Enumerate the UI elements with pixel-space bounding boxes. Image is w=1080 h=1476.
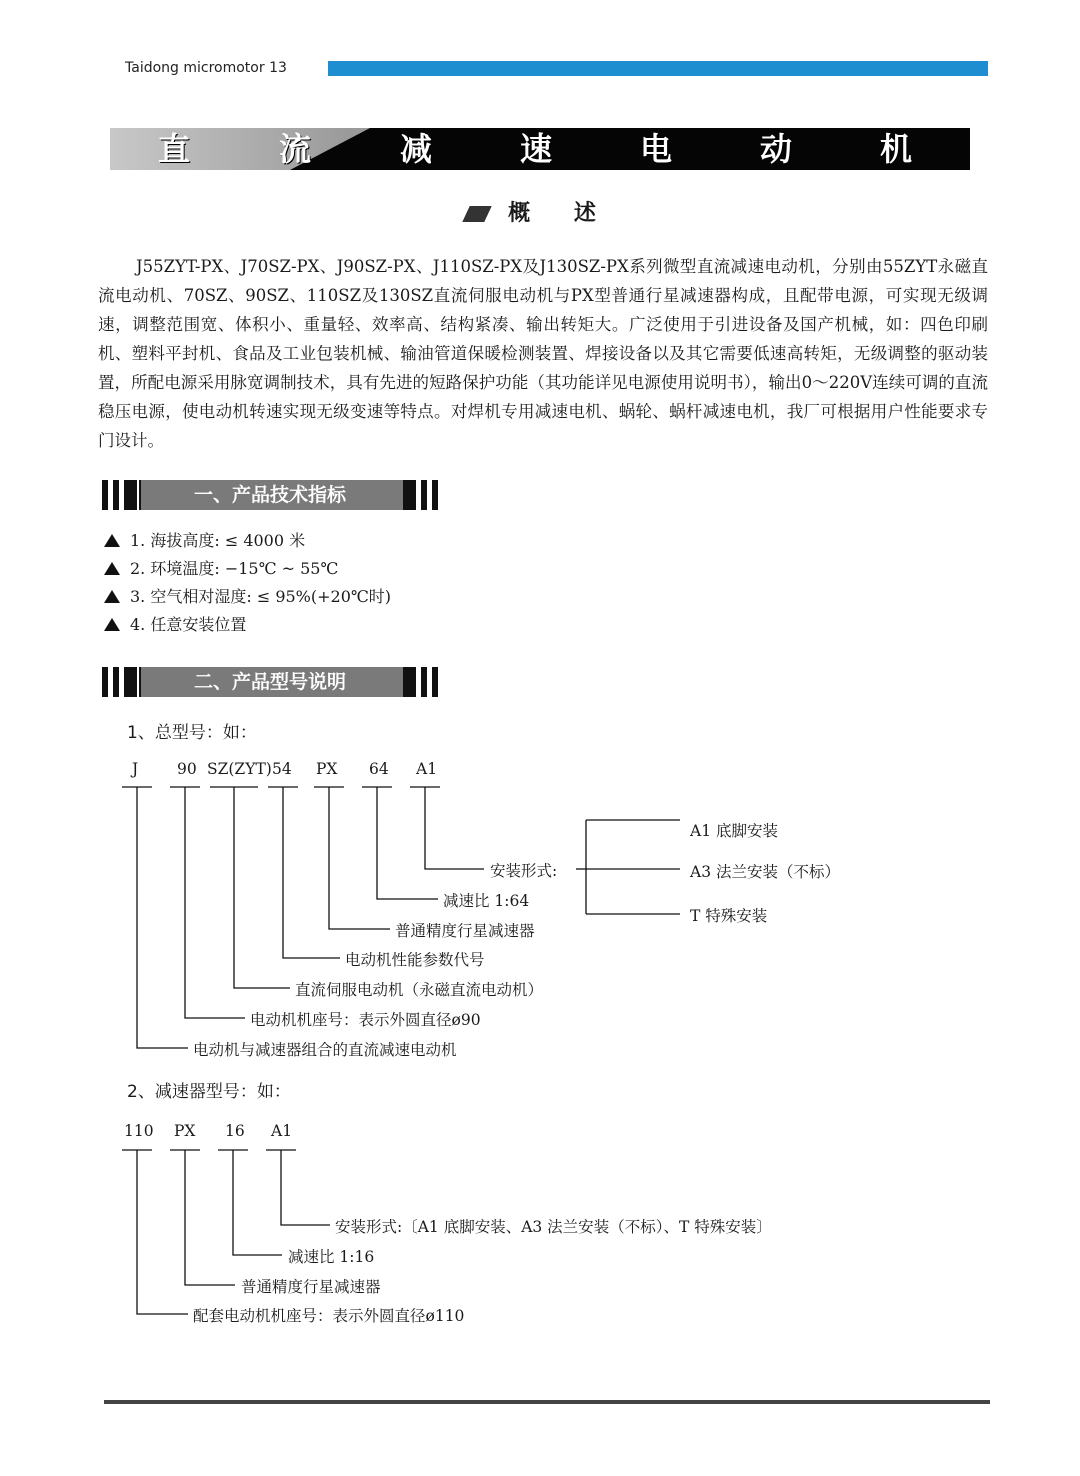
- spec-item-1: 1. 海拔高度: ≤ 4000 米: [104, 528, 305, 551]
- model1-code-a1: A1: [416, 760, 438, 778]
- model2-label-ratio: 减速比 1:16: [288, 1248, 375, 1266]
- model1-code-54: 54: [272, 760, 292, 778]
- model1-label-reducer: 普通精度行星减速器: [395, 922, 535, 940]
- section2-title: 二、产品型号说明: [193, 671, 346, 693]
- mount-option-t: T 特殊安装: [690, 907, 768, 925]
- mount-option-a1: A1 底脚安装: [690, 822, 778, 840]
- mount-option-a3: A3 法兰安装（不标）: [690, 863, 840, 881]
- banner-char-6: 动: [759, 130, 792, 168]
- banner-char-3: 减: [399, 130, 432, 168]
- banner-char-5: 电: [639, 130, 672, 168]
- model2-label-reducer: 普通精度行星减速器: [241, 1278, 381, 1296]
- model1-code-j: J: [132, 760, 139, 778]
- model1-code-px: PX: [316, 760, 338, 778]
- model2-code-px: PX: [174, 1122, 196, 1140]
- banner-char-7: 机: [879, 130, 912, 168]
- model1-label-motor-type: 直流伺服电动机（永磁直流电动机）: [295, 981, 544, 999]
- model2-heading: 2、减速器型号：如：: [127, 1082, 291, 1102]
- footer-rule: [104, 1400, 990, 1404]
- banner-char-1: 直: [157, 130, 190, 168]
- model1-code-sz: SZ(ZYT): [207, 760, 272, 778]
- model2-code-a1: A1: [271, 1122, 293, 1140]
- model1-label-perf-code: 电动机性能参数代号: [345, 951, 485, 969]
- page-header-text: Taidong micromotor 13: [125, 60, 287, 76]
- banner-char-4: 速: [519, 130, 552, 168]
- overview-heading-text: 概 述: [508, 201, 614, 226]
- spec-item-2: 2. 环境温度: −15℃ ~ 55℃: [104, 556, 338, 579]
- spec-item-3: 3. 空气相对湿度: ≤ 95%(+20℃时): [104, 584, 391, 607]
- model1-code-90: 90: [177, 760, 197, 778]
- section1-title: 一、产品技术指标: [193, 484, 346, 506]
- model1-label-combined: 电动机与减速器组合的直流减速电动机: [193, 1041, 457, 1059]
- model1-label-mount: 安装形式:: [490, 862, 558, 880]
- model2-code-16: 16: [225, 1122, 245, 1140]
- overview-paragraph: J55ZYT-PX、J70SZ-PX、J90SZ-PX、J110SZ-PX及J130SZ-PX系列微型直流减速电动机，分别由55ZYT永磁直流电动机、70SZ、90SZ、110SZ及130SZ直流伺服电动机与PX型普通行星减速器构成，且配带电源，可实现无级调速，调整范围宽、体积小、重量轻、效率高、结构紧凑、输出转矩大。广泛使用于引进设备及国产机械，如：四色印刷机、塑料平封机、食品及工业包装机械、输油管道保暖检测装置、焊接设备以及其它需要低速高转矩，无级调整的驱动装置，所配电源采用脉宽调制技术，具有先进的短路保护功能（其功能详见电源使用说明书），输出0～220V连续可调的直流稳压电源，使电动机转速实现无级变速等特点。对焊机专用减速电机、蜗轮、蜗杆减速电机，我厂可根据用户性能要求专门设计。: [98, 257, 988, 450]
- model1-code-64: 64: [369, 760, 389, 778]
- spec-item-4: 4. 任意安装位置: [104, 612, 246, 635]
- model2-code-110: 110: [124, 1122, 154, 1140]
- banner-char-2: 流: [278, 130, 311, 168]
- model2-label-mount: 安装形式:〔A1 底脚安装、A3 法兰安装（不标）、T 特殊安装〕: [335, 1218, 772, 1236]
- model2-label-frame: 配套电动机机座号：表示外圆直径ø110: [193, 1307, 465, 1325]
- model1-label-ratio: 减速比 1:64: [443, 892, 530, 910]
- model1-label-frame: 电动机机座号：表示外圆直径ø90: [250, 1011, 481, 1029]
- model1-heading: 1、总型号：如：: [127, 723, 257, 743]
